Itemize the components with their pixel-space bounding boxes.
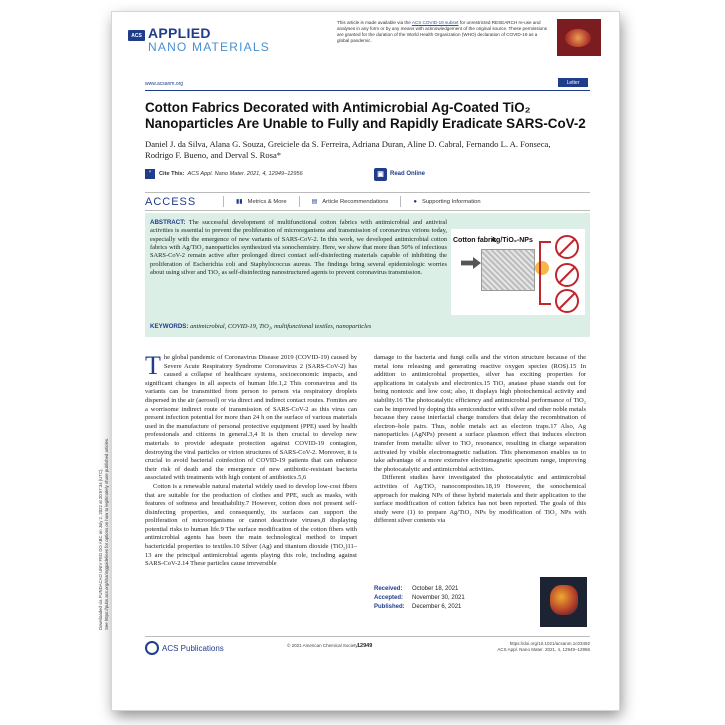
journal-cover-image [557,19,601,56]
read-online-label: Read Online [390,171,426,177]
license-text-b: for unrestricted RESEARCH re-use and analyses in any form or by any means with acknowledgement of the original source. These permissions are granted for the duration of the World Health Organization (WHO) declaration of COVID-19 as a global pandemic. [337,20,548,43]
body-column-left [145,351,357,569]
virus-icon [555,263,579,287]
article-page [112,12,619,710]
article-dates [374,585,519,612]
recommendations-label: Article Recommendations [322,198,389,205]
published-label: Published: [374,604,405,610]
publisher-name: ACS Publications [162,643,224,653]
article-type-badge: Letter [558,78,588,87]
sidenote-line-2: See https://pubs.acs.org/sharingguidelines for options on how to legitimately share published articles. [103,437,109,630]
supporting-info-link[interactable] [400,196,492,207]
info-icon: ● [413,198,417,205]
acs-publications-logo [145,641,224,655]
footer-citation: ACS Appl. Nano Mater. 2021, 4, 12949–12956 [497,647,590,652]
header-divider [145,90,590,91]
keywords-text: antimicrobial, COVID-19, TiO₂, multifunctional textiles, nanoparticles [190,323,372,330]
abstract [150,219,447,277]
metrics-link[interactable] [223,196,299,207]
read-online-button[interactable] [374,167,425,181]
paragraph: Cotton is a renewable natural material widely used to develop low-cost fibers that are suitable for the production of clothes and PPE, such as masks, with features of softness and breathability.7 However, cotton does not present self-disinfecting properties, and consequently, its surfaces can support the proliferation of microorganisms or cannot deactivate viruses,8 displaying potential risks to human life.9 The surface modification of the cotton fibers with antimicrobial agents has been the main technological method to impart bactericidal properties to textiles.10 Silver (Ag) and titanium dioxide (TiO₂)11–13 are the principal antimicrobial agents playing this role, including against SARS-CoV-2.14 These particles cause irreversible [145,482,357,568]
toc-graphic [451,229,585,315]
screen-icon: ▣ [374,168,387,181]
paragraph-text: he global pandemic of Coronavirus Disease 2019 (COVID-19) caused by Severe Acute Respiratory Syndrome Coronavirus 2 (SARS-CoV-2) has caused a collapse of healthcare systems, socioeconomic impacts, and significant changes in all aspects of human life.1,2 This coronavirus and its variants can be transmitted from person to person via respiratory droplets dispersed in the air (aerosol) or via direct and indirect contact routes. Fomites are a worrisome indirect route of transmission of SARS-CoV-2 as this virus can present infection potential for more than 24 h on the surface of various materials used in the manufacture of personal protective equipment (PPE) used by health professionals and citizens in general.3,4 It is then crucial to develop new materials to provide adequate protection against COVID-19 contagion, destroying the viral particles or virion structures of SARS-CoV-2. Moreover, it is crucial to avoid bacterial coinfection of COVID-19 patients that can enhance their risk of death and the emergence of new antibiotic-resistant bacteria associated with treatments with high content of antibiotics.5,6 [145,354,357,482]
bracket-shape [539,241,551,305]
license-text-a: This article is made available via the [337,20,412,25]
received-date: October 18, 2021 [412,586,459,592]
journal-name-line-2: NANO MATERIALS [148,40,270,54]
article-title: Cotton Fabrics Decorated with Antimicrobial Ag-Coated TiO₂ Nanoparticles Are Unable to Fully and Rapidly Eradicate SARS-CoV-2 [145,100,586,131]
issue-cover-thumbnail [540,577,587,627]
accepted-label: Accepted: [374,595,404,601]
metrics-label: Metrics & More [247,198,287,205]
drop-cap: T [145,351,161,380]
download-sidenote [98,150,108,630]
footer-divider [145,636,590,637]
paragraph: Different studies have investigated the photocatalytic and antimicrobial activities of Ag/TiO₂ nanocomposites.18,19 However, the sonochemical approach for making NPs of these hybrid materials and their application to the surface modification of cotton fabrics has not been reported. The goals of this study were (1) to prepare Ag/TiO₂ NPs by modification of TiO₂ NPs with different silver contents via [374,474,586,525]
toc-label-fabric: Cotton fabric [453,237,497,244]
cite-label: Cite This: [159,171,185,177]
abstract-panel [145,213,590,337]
abstract-label: ABSTRACT: [150,219,186,226]
doi-block [472,641,590,653]
journal-name-line-1: APPLIED [148,25,211,41]
abstract-text: The successful development of multifunctional cotton fabrics with antimicrobial and antiviral activities is essential to prevent the proliferation of microorganisms and transmission of coronavirus virions today, especially with the emergence of new variants of SARS-CoV-2. In this work, we developed antimicrobial cotton fabrics with Ag/TiO₂ nanoparticles synthesized via sonochemistry. Here, we show that more than 50% of infectious SARS-CoV-2 remain active after prolonged direct contact self-disinfecting materials capable of inhibiting the proliferation of Escherichia coli and Staphylococcus aureus. The findings bring several epidemiologic worries about using silver and TiO₂ as self-disinfecting nanostructured agents to prevent coronavirus transmission. [150,219,447,277]
doi-link[interactable]: https://doi.org/10.1021/acsanm.1c03492 [509,641,590,646]
journal-website[interactable]: www.acsanm.org [145,81,184,87]
cite-text: ACS Appl. Nano Mater. 2021, 4, 12949–12956 [187,171,303,177]
page-number: 12949 [357,643,373,649]
acs-ring-icon [145,641,159,655]
access-label: ACCESS [145,195,197,208]
toc-label-np: Ag/TiO₂-NPs [491,237,533,244]
bar-chart-icon: ▮▮ [236,199,243,205]
body-column-right [374,354,586,526]
author-list: Daniel J. da Silva, Alana G. Souza, Greiciele da S. Ferreira, Adriana Duran, Aline D. Cabral, Fernando L. A. Fonseca, Rodrigo F. Bueno, and Derval S. Rosa* [145,139,551,160]
recommendations-link[interactable] [299,196,401,207]
sidenote-line-1: Downloaded via FUNDACAO UNIV FED DO ABC on July 2, 2022 at 20:57:34 (UTC). [98,468,103,630]
keywords-label: KEYWORDS: [150,323,189,330]
microbe-icon [555,289,579,313]
received-label: Received: [374,586,403,592]
bacteria-icon [555,235,579,259]
access-bar [145,192,590,211]
license-notice [337,20,549,44]
published-date: December 6, 2021 [412,604,462,610]
quote-icon: “ [145,169,155,179]
copyright: © 2021 American Chemical Society [287,643,358,648]
arrow-icon [461,257,481,269]
paragraph [145,351,357,483]
fabric-swatch [481,249,535,291]
document-icon: ▤ [311,199,318,205]
acs-badge: ACS [128,30,145,41]
supporting-label: Supporting Information [421,198,481,205]
accepted-date: November 30, 2021 [412,595,465,601]
paragraph: damage to the bacteria and fungi cells and the virion structure because of the metal ions releasing and generating reactive oxygen species (ROS).15 In addition to antimicrobial properties, silver has exciting properties for applications in catalysis and electronics.15 TiO₂ anatase phase stands out for being nontoxic and low cost; also, it displays high photochemical activity and stability.16 The photocatalytic efficiency and antimicrobial performance of TiO₂ can be improved by doping this semiconductor with silver and other noble metals because they cause interfacial charge transfers that delay the recombination of electron–hole pairs. Thus, noble metals act as electron traps.17 Also, Ag nanoparticles (AgNPs) present a surface plasmon effect that induces electron transfer from metallic silver to TiO₂ resonance, resulting in charge separation activated by visible electromagnetic radiation. This phenomenon enables us to take advantage of a more extensive electromagnetic spectrum range, improving the photocatalytic and antimicrobial activities. [374,354,586,473]
keywords [150,323,580,330]
covid-subset-link[interactable]: ACS COVID-19 subset [411,20,459,25]
